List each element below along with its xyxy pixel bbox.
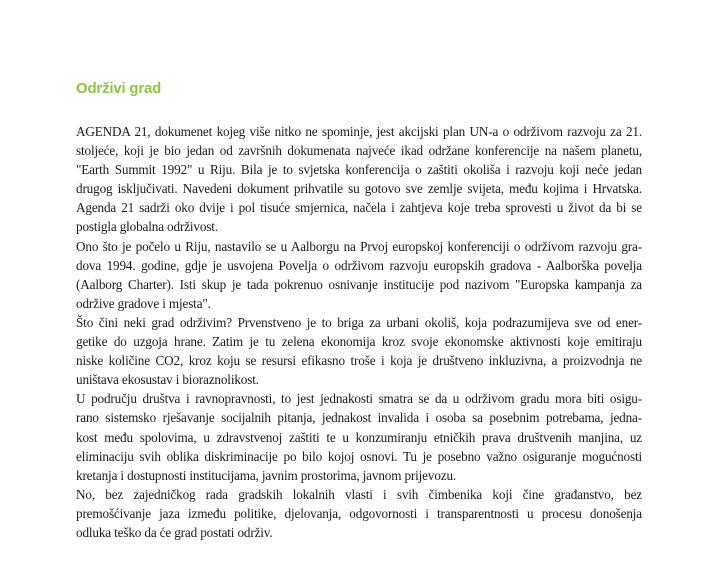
text-line: stoljeće, koji je bio jedan od završnih dokumenata najveće ikad održane konferencije na našem planetu,: [76, 143, 642, 159]
paragraph: [76, 313, 642, 389]
text-line: dova 1994. godine, gdje je usvojena Povelja o održivom razvoju europskih gradova - Aalborška povelja: [76, 257, 642, 273]
text-line: "Earth Summit 1992" u Riju. Bila je to svjetska konferencija o zaštiti okoliša i razvoju koji neće jedan: [76, 162, 642, 178]
article-body: [76, 122, 642, 542]
text-line: kost među spolovima, u zdravstvenoj zaštiti te u konzumiranju etničkih prava društvenih manjina, uz: [76, 429, 642, 445]
paragraph: [76, 237, 642, 313]
text-line: (Aalborg Charter). Isti skup je tada pokrenuo osnivanje institucije pod nazivom "Europska kampanja za: [76, 276, 642, 292]
text-line: održive gradove i mjesta".: [76, 295, 211, 311]
paragraph: [76, 122, 642, 237]
text-line: niske količine CO2, kroz koju se resursi efikasno troše i koja je društveno inkluzivna, a proizvodnja ne: [76, 353, 642, 369]
text-line: getike do uzgoja hrane. Zatim je tu zelena ekonomija kroz svoje ekonomske aktivnosti koje emitiraju: [76, 334, 642, 350]
text-line: drugog isključivati. Navedeni dokument prihvatile su gotovo sve zemlje svijeta, među kojima i Hrvatska.: [76, 181, 642, 197]
text-line: rano sistemsko rješavanje socijalnih pitanja, jednakost invalida i osoba sa posebnim potrebama, jedna-: [76, 410, 642, 426]
text-line: AGENDA 21, dokumenet kojeg više nitko ne spominje, jest akcijski plan UN-a o održivom razvoju za 21.: [76, 124, 642, 139]
text-line: Što čini neki grad održivim? Prvenstveno je to briga za urbani okoliš, koja podrazumijeva sve od ener-: [76, 314, 642, 330]
text-line: No, bez zajedničkog rada gradskih lokalnih vlasti i svih čimbenika koji čine građanstvo, bez: [76, 486, 642, 502]
page-title: Održivi grad: [76, 80, 162, 97]
text-line: Agenda 21 sadrži oko dvije i pol tisuće smjernica, načela i zahtjeva koje treba sprovesti u život da bi se: [76, 200, 642, 216]
text-line: postigla globalna održivost.: [76, 219, 218, 235]
text-line: eliminaciju svih oblika diskriminacije po bilo kojoj osnovi. Tu je posebno važno osiguranje mogućnosti: [76, 448, 642, 464]
paragraph: [76, 485, 642, 542]
text-line: kretanja i dostupnosti institucijama, javnim prostorima, javnom prijevozu.: [76, 467, 457, 483]
text-line: uništava ekosustav i bioraznolikost.: [76, 372, 259, 388]
text-line: U području društva i ravnopravnosti, to jest jednakosti smatra se da u održivom gradu mora biti osigu-: [76, 391, 642, 407]
text-line: odluka teško da će grad postati održiv.: [76, 524, 273, 540]
text-line: premošćivanje jaza između politike, djelovanja, odgovornosti i transparentnosti u procesu donošenja: [76, 505, 642, 521]
paragraph: [76, 389, 642, 484]
text-line: Ono što je počelo u Riju, nastavilo se u Aalborgu na Prvoj europskoj konferenciji o održivom razvoju gra-: [76, 238, 642, 254]
